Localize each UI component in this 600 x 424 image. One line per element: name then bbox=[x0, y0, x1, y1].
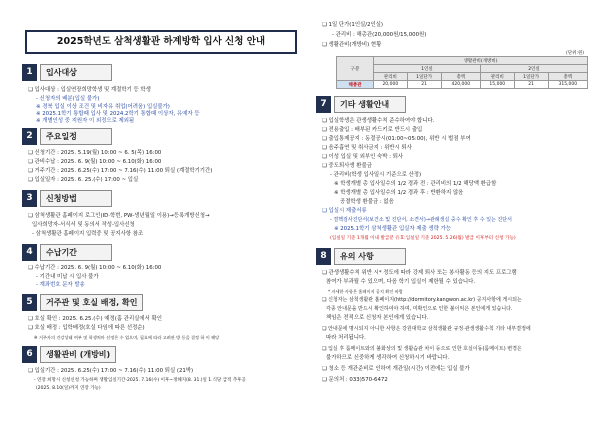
text-line: 입사희망자-서식서 및 동의서 작성-입사신청 bbox=[32, 222, 135, 228]
left-column bbox=[22, 0, 304, 424]
section-number: 5 bbox=[22, 294, 37, 311]
table-cell: 해총관 bbox=[337, 81, 374, 89]
table-cell: 21 bbox=[514, 81, 548, 89]
section-number: 1 bbox=[22, 64, 37, 81]
text-line: - 계좌번호 문자 발송 bbox=[36, 282, 85, 288]
text-line: ❏ 음주흡연 및 취사금지 : 위반시 퇴사 bbox=[322, 145, 412, 151]
text-line: ❏ 전용출입 : 배부된 카드키로 반드시 출입 bbox=[322, 127, 423, 133]
text-line: ❏ 생활관비(개방비) 현황 bbox=[322, 42, 382, 48]
text-line: 불가하므로 신중하게 생각하여 신청하시기 바랍니다. bbox=[326, 355, 450, 361]
text-line: ❏ 입사대상 : 입실연장희망학생 및 계절학기 등 학생 bbox=[28, 87, 151, 93]
text-line: ❏ 신청자는 삼척생활관 홈페이지(http://dormitory.kangwon.ac.kr) 공지사항에 게시되는 bbox=[322, 297, 522, 303]
text-line: ❏ 신청기간 : 2025. 5.19(월) 10:00 ~ 6. 5(목) 16:00 bbox=[28, 150, 162, 156]
text-line: (2025. 8.10(일)까지 연장 가능) bbox=[36, 386, 101, 391]
fee-table bbox=[336, 56, 588, 89]
right-column bbox=[316, 0, 592, 424]
table-cell: 315,000 bbox=[548, 81, 587, 89]
section-label: 수납기간 bbox=[40, 244, 112, 261]
section-number: 4 bbox=[22, 244, 37, 261]
table-cell: 21 bbox=[407, 81, 441, 89]
text-line: ❏ 출입통제공지 : 동절공시(01:00~05:00), 위반 시 벌점 부여 bbox=[322, 136, 471, 142]
table-header: 1인실 bbox=[374, 65, 481, 73]
text-line: ❏ 중도퇴사생 환불금 bbox=[322, 163, 372, 169]
text-line: - 관리비(학생 입사일시 기준으로 산정) bbox=[330, 172, 422, 178]
section-label: 유의 사항 bbox=[334, 248, 406, 265]
text-line: - 신청자의 배분(입실 불가) bbox=[36, 96, 100, 102]
text-line: 책임은 전적으로 신청자 본인에게 있습니다. bbox=[326, 315, 429, 321]
text-line: ※ 2025.1학기 통합때 입사 및 2024.2학기 통합때 이상자, 유예자 등 bbox=[36, 111, 200, 117]
text-line: 따라 처리됩니다. bbox=[326, 335, 366, 341]
text-line: - 삼척생활관 홈페이지 입력중 및 공지사항 참조 bbox=[32, 231, 144, 237]
text-line: ❏ 관생생활수칙 위반 시* 정도에 따라 강제 퇴사 또는 봉사활동 등의 지도 프로그램 bbox=[322, 270, 517, 276]
section-number: 6 bbox=[22, 346, 37, 363]
section-label: 생활관비 (개방비) bbox=[40, 346, 116, 363]
section-header-3 bbox=[22, 190, 112, 207]
text-line: ❏ 문의처 : 033)570-6472 bbox=[322, 377, 388, 383]
section-header-7 bbox=[316, 96, 406, 113]
section-header-4 bbox=[22, 244, 112, 261]
text-line: - 기간내 미납 시 입사 불가 bbox=[36, 274, 99, 280]
section-label: 입사대상 bbox=[40, 64, 112, 81]
table-cell: 15,000 bbox=[480, 81, 514, 89]
table-header: 관리비 bbox=[374, 73, 408, 81]
section-header-2 bbox=[22, 128, 112, 145]
text-line: ※ 2025.1학기 삼척생활관 입실자 제출 생략 가능 bbox=[334, 226, 451, 232]
text-line: ❏ 수납기간 : 2025. 6. 9(월) 10:00 ~ 6.10(화) 16:00 bbox=[28, 265, 162, 271]
section-number: 3 bbox=[22, 190, 37, 207]
text-line: - 관리비 : 해총관(20,000원/15,000원) bbox=[332, 32, 427, 38]
page-title: 2025학년도 삼척생활관 하계방학 입사 신청 안내 bbox=[25, 30, 297, 54]
text-line: ※ 학생개별 총 입사일수의 1/2 경과 후 : 반환하지 않음 bbox=[334, 190, 464, 196]
section-header-6 bbox=[22, 346, 116, 363]
text-line: ❏ 청소 등 개관준비로 인하여 개관일(시간) 이전에는 입실 불가 bbox=[322, 366, 470, 372]
text-line: ❏ 입실학생은 관생생활수칙 준수하여야 합니다. bbox=[322, 118, 435, 124]
text-line: ※ 개별인성 중 지원자 이 외정으로 제외됨 bbox=[36, 118, 135, 124]
section-label: 주요일정 bbox=[40, 128, 112, 145]
table-header: 2인실 bbox=[480, 65, 587, 73]
section-header-8 bbox=[316, 248, 406, 265]
text-line: * 자세한 사항은 홈페이지 공지 확인 바람 bbox=[328, 289, 403, 294]
section-number: 2 bbox=[22, 128, 37, 145]
text-line: ❏ 호실 배정 : 입학배정(호실 다임에 따른 선정순) bbox=[28, 325, 145, 331]
table-header: 총액 bbox=[441, 73, 480, 81]
text-line: ❏ 안내문에 명시되지 아니한 사항은 강원대학교 삼척생활관 규정·관생생활수칙 기타 내부결정에 bbox=[322, 326, 531, 332]
section-label: 거주관 및 호실 배정, 확인 bbox=[40, 294, 143, 311]
text-line: ❏ 입실일자 : 2025. 6. 25.(수) 17:00 ~ 입실 bbox=[28, 177, 139, 183]
table-header: 관리비 bbox=[480, 73, 514, 81]
table-header: 총액 bbox=[548, 73, 587, 81]
text-line: 참여가 부과될 수 있으며, 다음 학기 입실이 제한될 수 있습니다. bbox=[326, 279, 476, 285]
text-line: ❏ 입실기간 : 2025. 6.25(수) 17:00 ~ 7.16(수) 11:00 퇴실 (21박) bbox=[28, 368, 194, 374]
text-line: 각종 안내문을 반드시 확인하여야 하며, 미확인으로 인한 불이익은 본인에게 있습니다. bbox=[326, 306, 513, 312]
section-header-1 bbox=[22, 64, 112, 81]
text-line: ❏ 호실 확인 : 2025. 6.25.(수) 예정(홈 관리실에서 확인 bbox=[28, 316, 162, 322]
table-header: 1일단가 bbox=[407, 73, 441, 81]
section-label: 기타 생활안내 bbox=[334, 96, 406, 113]
text-line: - 연장 희망시 신청신청 가능하며 생활입실기간-2025. 7.16(수) 이후~정해지(8. 31.)일 1.식당 급적 추후공 bbox=[34, 378, 246, 383]
text-line: ❏ 삼척생활관 홈페이지 로그인(ID·학번, PW-생년월일 이용)→등록개방신청→ bbox=[28, 213, 210, 219]
text-line: ❏ 입실 후 룸메이트와의 불화상의 및 생활습관 차이 등으로 인한 호실이동(룸메이트) 변경은 bbox=[322, 346, 522, 352]
text-line: (입실일 기준 1개월 이내 발급분 유효:입실일 기준 2025. 5.26(월) 발급 이후부터 신청 가능) bbox=[330, 236, 516, 241]
text-line: ❏ 1일 단가(1인실/2인실) bbox=[322, 22, 384, 28]
text-line: ※ 학생개별 총 입사일수의 1/2 경과 전 : 관리비의 1/2 해당액 환급함 bbox=[334, 181, 497, 187]
section-number: 7 bbox=[316, 96, 331, 113]
text-line: - 결핵검사진단서(보건소 및 진단서, 소견서)→관례생실 중수 확인 후 수 있는 진단서 bbox=[330, 217, 512, 223]
text-line: ※ 거주자의 건강상태 여부 및 학생처마 선정은 수 업으며, 필요에 따라 고려관 방 등을 결정 하 이 해당 bbox=[34, 335, 220, 340]
text-line: ❏ 이성 입실 및 외부인 숙박 : 퇴사 bbox=[322, 154, 404, 160]
table-header: 1일단가 bbox=[514, 73, 548, 81]
unit-label: (단위:원) bbox=[566, 51, 585, 56]
text-line: ❏ 거주기간 : 2025. 6.25(수) 17:00 ~ 7.16(수) 11:00 퇴실 (계절학기기간) bbox=[28, 168, 213, 174]
text-line: 공결학생 환불금 : 없음 bbox=[340, 199, 394, 205]
text-line: ※ 경북 입실 이상 조건 및 비자유 취업(어려움) 입실불가) bbox=[36, 104, 170, 110]
table-header: 생활관비(개방비) bbox=[374, 57, 588, 65]
text-line: ❏ 입실시 제출서류 bbox=[322, 208, 367, 214]
section-label: 신청방법 bbox=[40, 190, 112, 207]
table-cell: 20,000 bbox=[374, 81, 408, 89]
section-header-5 bbox=[22, 294, 143, 311]
section-number: 8 bbox=[316, 248, 331, 265]
table-header: 구분 bbox=[337, 57, 374, 81]
table-cell: 420,000 bbox=[441, 81, 480, 89]
table-row bbox=[337, 81, 588, 89]
text-line: ❏ 관비수납 : 2025. 6. 9(월) 10:00 ~ 6.10(화) 16:00 bbox=[28, 159, 162, 165]
